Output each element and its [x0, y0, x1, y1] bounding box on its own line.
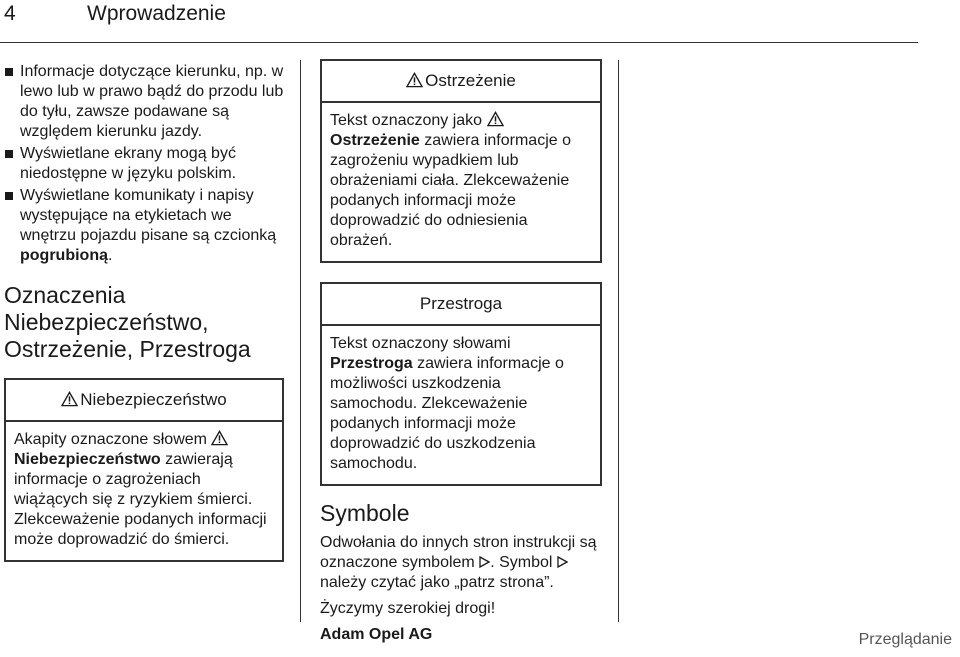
- danger-box: [4, 378, 284, 562]
- footer-label: Przeglądanie: [858, 631, 952, 648]
- list-item: [4, 62, 284, 142]
- header-divider: [0, 42, 918, 43]
- page-number: 4: [4, 2, 16, 25]
- chapter-title: Wprowadzenie: [87, 2, 226, 25]
- warning-box: [320, 59, 602, 263]
- symbols-paragraph: [320, 533, 602, 593]
- warning-heading: Ostrzeżenie: [425, 71, 516, 90]
- left-column: [4, 62, 284, 562]
- warning-text-end: zawiera informacje o zagrożeniu wypadkiem lub obrażeniami ciała. Zlekceważenie podanych informacji może doprowadzić do odniesienia obrażeń.: [330, 132, 571, 249]
- warning-triangle-icon: [406, 72, 423, 88]
- caution-box: [320, 282, 602, 486]
- warning-box-header: [322, 61, 600, 103]
- danger-box-header: [6, 380, 282, 422]
- closing-wish: Życzymy szerokiej drogi!: [320, 600, 496, 617]
- section-title-markings: Oznaczenia Niebezpieczeństwo, Ostrzeżenie, Przestroga: [4, 282, 251, 362]
- caution-text-end: zawiera informacje o możliwości uszkodzenia samochodu. Zlekceważenie podanych informacji może doprowadzić do uszkodzenia samochodu.: [330, 355, 564, 472]
- column-divider-left: [300, 60, 301, 622]
- section-title-symbols: Symbole: [320, 500, 410, 526]
- caution-box-body: [322, 326, 600, 484]
- list-item-text: Informacje dotyczące kierunku, np. w lewo lub w prawo bądź do przodu lub do tyłu, zawsze podawane są względem kierunku jazdy.: [20, 63, 284, 140]
- danger-heading: Niebezpieczeństwo: [80, 390, 227, 409]
- symbols-text-1: Odwołania do innych stron instrukcji są oznaczone symbolem: [320, 534, 597, 571]
- danger-box-body: [6, 422, 282, 560]
- column-divider-right: [618, 60, 619, 622]
- bullet-square-icon: [5, 192, 13, 200]
- caution-term: Przestroga: [330, 355, 413, 372]
- warning-triangle-icon: [61, 391, 78, 407]
- bold-term: pogrubioną: [20, 247, 108, 264]
- list-item-text: Wyświetlane ekrany mogą być niedostępne w języku polskim.: [20, 145, 237, 182]
- signature: Adam Opel AG: [320, 626, 433, 643]
- warning-term: Ostrzeżenie: [330, 132, 420, 149]
- list-item-text: Wyświetlane komunikaty i napisy występujące na etykietach we wnętrzu pojazdu pisane są czcionką: [20, 187, 277, 244]
- info-list: [4, 62, 284, 266]
- list-item-text-end: .: [107, 247, 113, 264]
- page-reference-arrow-icon: [479, 556, 490, 568]
- symbols-text-3: należy czytać jako „patrz strona”.: [320, 574, 554, 591]
- danger-text-end: zawierają informacje o zagrożeniach wiążących się z ryzykiem śmierci. Zlekceważenie podanych informacji może doprowadzić do śmierci.: [14, 451, 267, 548]
- middle-column: [320, 59, 602, 645]
- bullet-square-icon: [5, 150, 13, 158]
- warning-text-start: Tekst oznaczony jako: [330, 112, 487, 129]
- warning-triangle-icon: [211, 430, 228, 446]
- list-item: [4, 144, 284, 184]
- bullet-square-icon: [5, 68, 13, 76]
- symbols-text-2: . Symbol: [490, 554, 557, 571]
- caution-box-header: [322, 284, 600, 326]
- warning-box-body: [322, 103, 600, 261]
- caution-text-start: Tekst oznaczony słowami: [330, 335, 511, 352]
- danger-term: Niebezpieczeństwo: [14, 451, 161, 468]
- page-reference-arrow-icon: [557, 556, 568, 568]
- list-item: [4, 186, 284, 266]
- warning-triangle-icon: [487, 111, 504, 127]
- caution-heading: Przestroga: [419, 294, 503, 313]
- danger-text-start: Akapity oznaczone słowem: [14, 431, 212, 448]
